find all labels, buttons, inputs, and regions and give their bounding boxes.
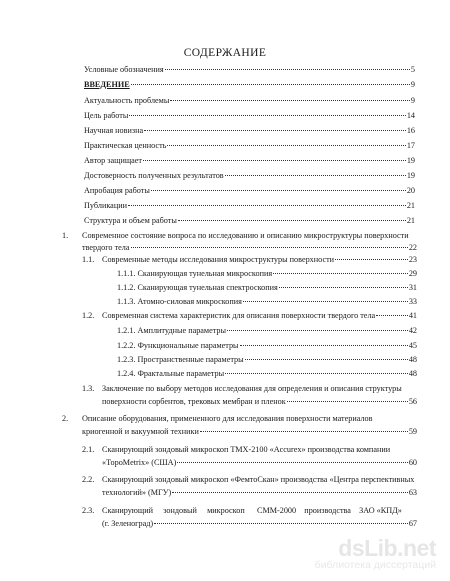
- section-number: 2.: [62, 414, 69, 423]
- dot-leader: [225, 173, 406, 176]
- toc-entry-line1[interactable]: [102, 475, 417, 485]
- toc-entry[interactable]: [84, 171, 415, 181]
- toc-entry-page: 5: [410, 65, 415, 74]
- dot-leader: [177, 460, 407, 463]
- section-number: 1.1.: [82, 255, 95, 264]
- toc-entry-title: Заключение по выбору методов исследования для определения и описания структуры: [102, 384, 402, 393]
- toc-entry[interactable]: [102, 397, 417, 407]
- toc-entry[interactable]: [102, 255, 417, 265]
- dot-leader: [143, 158, 406, 161]
- dot-leader: [172, 490, 408, 493]
- dot-leader: [376, 313, 408, 316]
- toc-entry[interactable]: [84, 141, 415, 151]
- dot-leader: [165, 67, 410, 70]
- toc-entry[interactable]: [82, 427, 417, 437]
- toc-entry-title: твердого тела: [82, 243, 130, 252]
- toc-entry-title: 1.1.3. Атомно-силовая микроскопия: [117, 297, 242, 306]
- toc-entry-page: 14: [406, 111, 415, 120]
- dot-leader: [167, 143, 405, 146]
- toc-entry-page: 41: [408, 311, 417, 320]
- toc-entry-page: 45: [408, 341, 417, 350]
- toc-entry-page: 42: [408, 326, 417, 335]
- toc-entry-title: технологий» (МГУ): [102, 488, 172, 497]
- toc-entry-title: 1.2.3. Пространственные параметры: [117, 355, 244, 364]
- toc-entry-title: Современное состояние вопроса по исследованию и описанию микроструктуры поверхности: [82, 231, 409, 240]
- toc-entry-line1[interactable]: [82, 414, 417, 424]
- toc-entry-title: 1.2.2. Функциональные параметры: [117, 341, 239, 350]
- toc-entry-page: 63: [408, 488, 417, 497]
- toc-entry-page: 19: [406, 156, 415, 165]
- watermark: [315, 535, 436, 571]
- toc-entry-title: 1.1.1. Сканирующая тунельная микроскопия: [117, 269, 273, 278]
- dot-leader: [128, 203, 406, 206]
- dot-leader: [200, 429, 408, 432]
- toc-entry[interactable]: [117, 283, 417, 293]
- toc-entry[interactable]: [117, 269, 417, 279]
- toc-entry[interactable]: [84, 156, 415, 166]
- toc-entry-title: Описание оборудования, примененного для исследования поверхности материалов: [82, 414, 373, 423]
- toc-entry-page: 33: [408, 297, 417, 306]
- toc-entry-title: Современные методы исследования микроструктуры поверхности: [102, 255, 335, 264]
- toc-entry[interactable]: [84, 186, 415, 196]
- toc-entry-title: Условные обозначения: [84, 65, 164, 74]
- toc-entry-line1[interactable]: [102, 506, 417, 516]
- toc-entry[interactable]: [82, 243, 417, 253]
- toc-entry-title: Достоверность полученных результатов: [84, 171, 224, 180]
- toc-entry-title: «TopoMetrix» (США): [102, 458, 177, 467]
- toc-entry-page: 19: [406, 171, 415, 180]
- toc-entry-title: Публикации: [84, 201, 127, 210]
- dot-leader: [170, 98, 410, 101]
- toc-entry-title: поверхности сорбентов, трековых мембран и пленок: [102, 397, 286, 406]
- section-number: 2.3.: [82, 506, 95, 515]
- toc-entry-page: 22: [408, 243, 417, 252]
- dot-leader: [245, 357, 408, 360]
- toc-entry-title: Сканирующий зондовый микроскоп СММ-2000 производства ЗАО «КПД»: [102, 506, 402, 515]
- toc-entry[interactable]: [102, 458, 417, 468]
- dot-leader: [144, 128, 406, 131]
- dot-leader: [131, 245, 408, 248]
- toc-entry[interactable]: [84, 80, 415, 90]
- section-number: 2.2.: [82, 475, 95, 484]
- dot-leader: [279, 285, 408, 288]
- toc-entry-line1[interactable]: [102, 384, 417, 394]
- toc-entry-title: Сканирующий зондовый микроскоп ТМХ-2100 «Accurex» производства компании: [102, 445, 391, 454]
- toc-entry[interactable]: [117, 355, 417, 365]
- toc-entry-title: Автор защищает: [84, 156, 142, 165]
- watermark-brand: dsLib.net: [338, 535, 436, 561]
- watermark-subtitle: библиотека диссертаций: [314, 559, 436, 571]
- toc-entry-line1[interactable]: [82, 231, 417, 241]
- toc-entry-title: 1.1.2. Сканирующая тунельная спектроскопия: [117, 283, 278, 292]
- toc-entry[interactable]: [84, 96, 415, 106]
- toc-entry[interactable]: [117, 341, 417, 351]
- section-number: 2.1.: [82, 445, 95, 454]
- toc-entry[interactable]: [84, 111, 415, 121]
- toc-entry-page: 17: [406, 141, 415, 150]
- section-number: 1.3.: [82, 384, 95, 393]
- toc-entry[interactable]: [117, 326, 417, 336]
- toc-entry-line1[interactable]: [102, 445, 417, 455]
- dot-leader: [178, 218, 406, 221]
- toc-entry[interactable]: [117, 297, 417, 307]
- dot-leader: [154, 521, 408, 524]
- toc-entry-page: 48: [408, 369, 417, 378]
- toc-entry-title: Актуальность проблемы: [84, 96, 170, 105]
- dot-leader: [243, 299, 408, 302]
- toc-entry-page: 16: [406, 126, 415, 135]
- toc-entry[interactable]: [84, 201, 415, 211]
- toc-entry[interactable]: [117, 369, 417, 379]
- toc-entry[interactable]: [84, 65, 415, 75]
- dot-leader: [287, 399, 408, 402]
- toc-entry[interactable]: [102, 519, 417, 529]
- toc-entry-title: Научная новизна: [84, 126, 144, 135]
- toc-entry-page: 48: [408, 355, 417, 364]
- toc-entry-page: 31: [408, 283, 417, 292]
- toc-entry-page: 21: [406, 216, 415, 225]
- toc-entry-page: 67: [408, 519, 417, 528]
- section-number: 1.2.: [82, 311, 95, 320]
- dot-leader: [131, 82, 410, 85]
- dot-leader: [129, 113, 405, 116]
- toc-entry-page: 59: [408, 427, 417, 436]
- page-title: СОДЕРЖАНИЕ: [183, 47, 267, 59]
- dot-leader: [240, 343, 408, 346]
- toc-entry[interactable]: [84, 126, 415, 136]
- toc-entry-title: 1.2.1. Амплитудные параметры: [117, 326, 227, 335]
- toc-entry[interactable]: [84, 216, 415, 226]
- toc-entry-page: 9: [410, 80, 415, 89]
- toc-entry-title: (г. Зеленоград): [102, 519, 154, 528]
- toc-entry-page: 60: [408, 458, 417, 467]
- toc-entry-title: криогенной и вакуумной техники: [82, 427, 199, 436]
- toc-entry-page: 9: [410, 96, 415, 105]
- dot-leader: [227, 328, 408, 331]
- toc-entry-title: Цель работы: [84, 111, 129, 120]
- toc-entry-title: Структура и объем работы: [84, 216, 177, 225]
- toc-entry-page: 29: [408, 269, 417, 278]
- toc-entry-title: Апробация работы: [84, 186, 150, 195]
- dot-leader: [335, 257, 408, 260]
- toc-entry-title: Практическая ценность: [84, 141, 167, 150]
- toc-entry-title: 1.2.4. Фрактальные параметры: [117, 369, 225, 378]
- toc-entry-page: 21: [406, 201, 415, 210]
- dot-leader: [225, 371, 408, 374]
- toc-entry-title: ВВЕДЕНИЕ: [84, 80, 130, 89]
- toc-entry-page: 20: [406, 186, 415, 195]
- dot-leader: [151, 188, 406, 191]
- toc-entry-title: Сканирующий зондовый микроскоп «ФемтоСкан» производства «Центра перспективных: [102, 475, 415, 484]
- toc-entry-page: 23: [408, 255, 417, 264]
- toc-entry[interactable]: [102, 311, 417, 321]
- toc-entry-title: Современная система характеристик для описания поверхности твердого тела: [102, 311, 376, 320]
- toc-entry-page: 56: [408, 397, 417, 406]
- dot-leader: [273, 271, 408, 274]
- section-number: 1.: [62, 231, 69, 240]
- toc-entry[interactable]: [102, 488, 417, 498]
